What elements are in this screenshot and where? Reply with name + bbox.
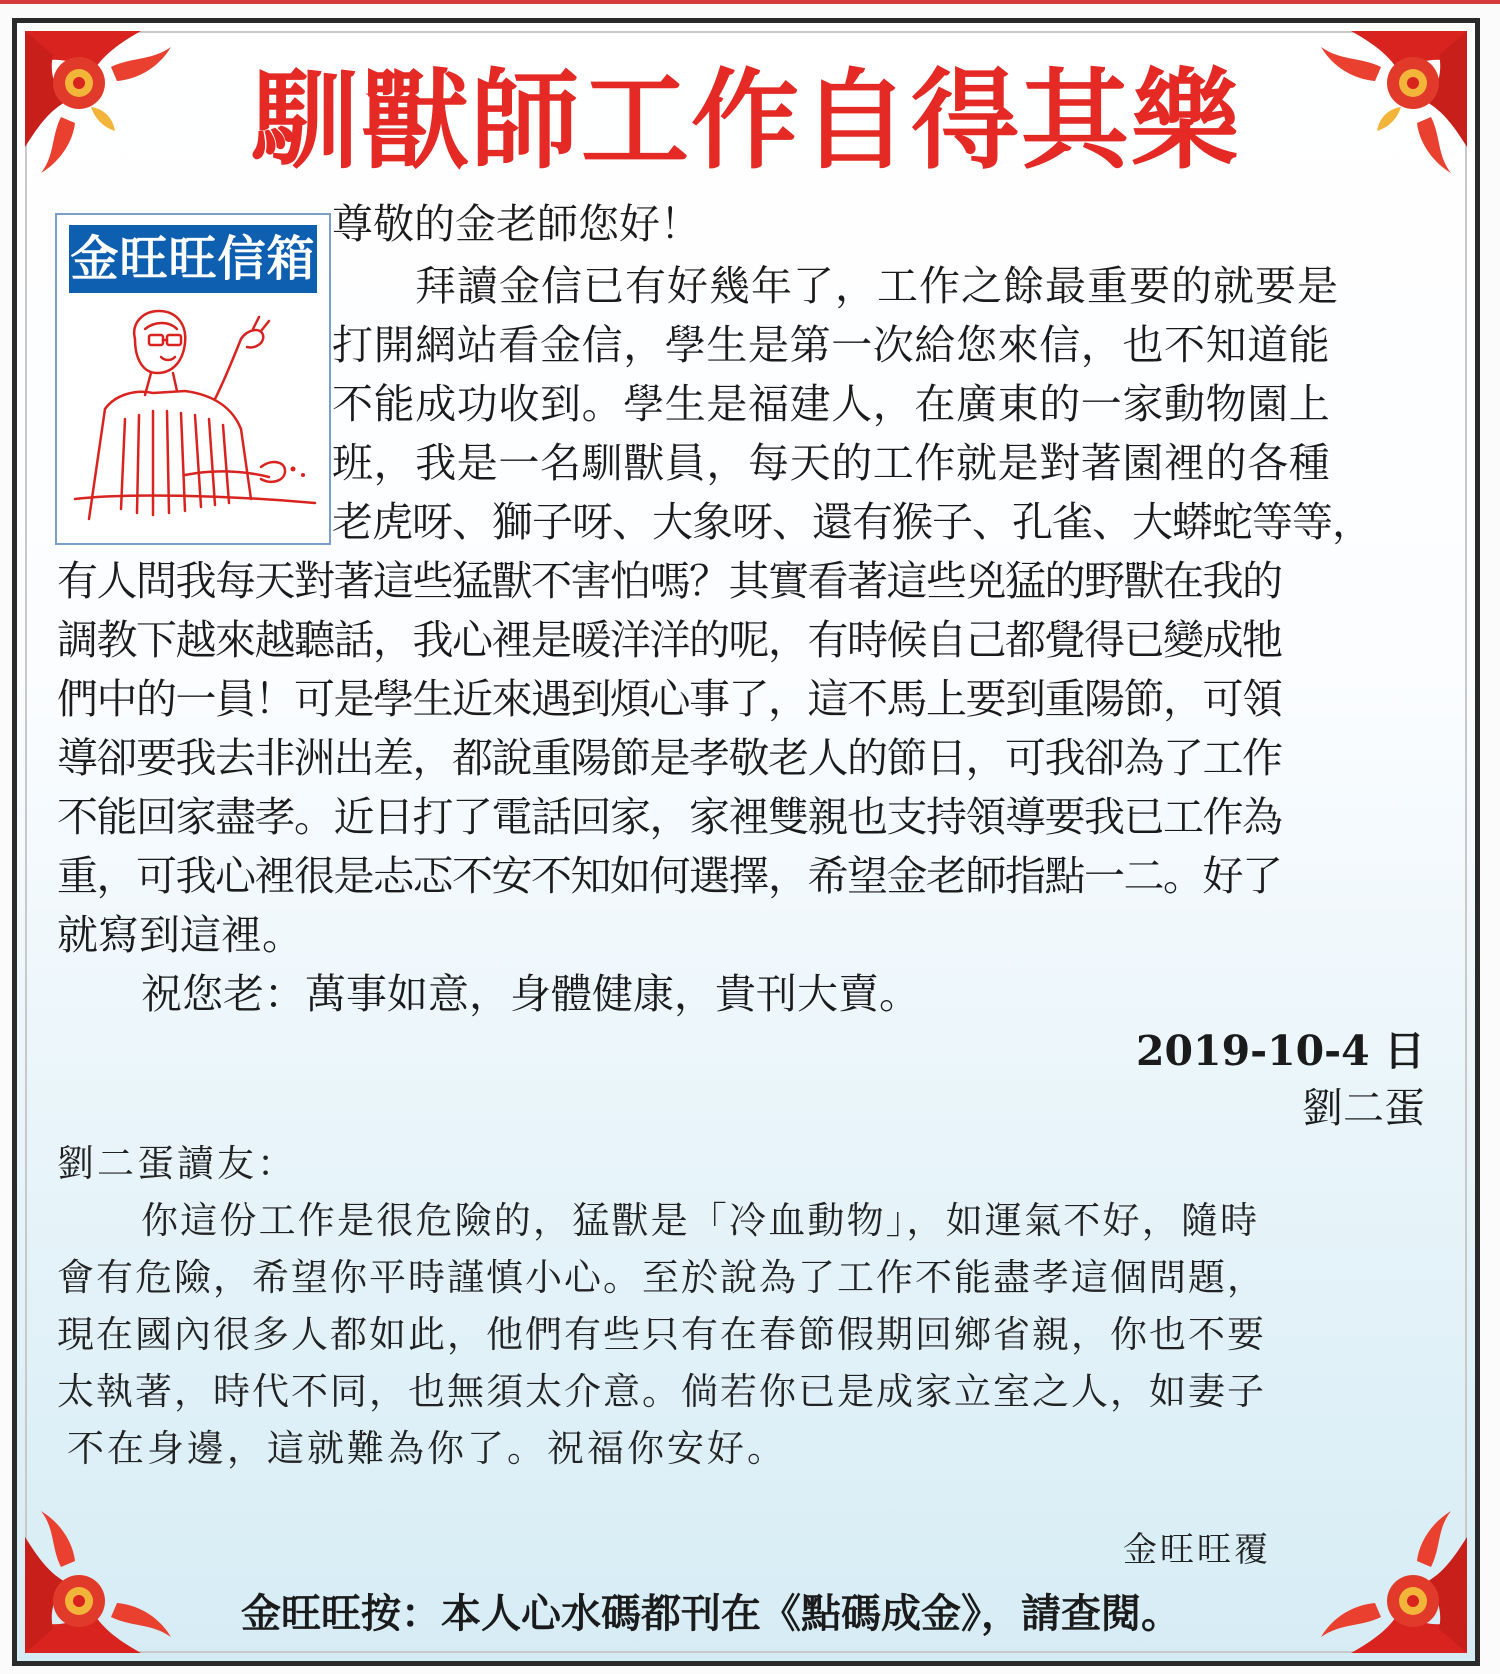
headline: 馴獸師工作自得其樂	[250, 58, 1241, 184]
letter-line: 導卻要我去非洲出差，都說重陽節是孝敬老人的節日，可我卻為了工作	[57, 734, 1282, 782]
reply-line: 現在國內很多人都如此，他們有些只有在春節假期回鄉省親，你也不要	[57, 1313, 1266, 1356]
letter-signature: 劉二蛋	[1302, 1084, 1425, 1132]
letter-line: 就寫到這裡。	[57, 911, 303, 959]
letter-line: 調教下越來越聽話，我心裡是暖洋洋的呢，有時候自己都覺得已變成牠	[57, 616, 1282, 664]
reply-signature: 金旺旺覆	[1123, 1530, 1271, 1570]
letter-line: 不能回家盡孝。近日打了電話回家，家裡雙親也支持領導要我已工作為	[57, 793, 1282, 841]
letter-greeting: 尊敬的金老師您好！	[332, 200, 701, 248]
letter-line: 們中的一員！可是學生近來遇到煩心事了，這不馬上要到重陽節，可領	[57, 675, 1282, 723]
reply-line: 你這份工作是很危險的，猛獸是「冷血動物」，如運氣不好，隨時	[141, 1199, 1260, 1242]
reply-salutation: 劉二蛋讀友：	[57, 1142, 297, 1185]
cartoon-man-pointing-icon	[65, 299, 323, 539]
column-logo-title: 金旺旺信箱	[69, 225, 317, 293]
letter-line: 打開網站看金信，學生是第一次給您來信，也不知道能	[332, 321, 1331, 369]
letter-line: 重，可我心裡很是忐忑不安不知如何選擇，希望金老師指點一二。好了	[57, 852, 1282, 900]
letter-line: 不能成功收到。學生是福建人，在廣東的一家動物園上	[332, 380, 1331, 428]
letter-line: 老虎呀、獅子呀、大象呀、還有猴子、孔雀、大蟒蛇等等，	[332, 498, 1372, 546]
letter-line: 班，我是一名馴獸員，每天的工作就是對著園裡的各種	[332, 439, 1331, 487]
letter-line: 有人問我每天對著這些猛獸不害怕嗎？其實看著這些兇猛的野獸在我的	[57, 557, 1282, 605]
reply-line: 太執著，時代不同，也無須太介意。倘若你已是成家立室之人，如妻子	[57, 1370, 1266, 1413]
footer-note: 金旺旺按：本人心水碼都刊在《點碼成金》，請查閱。	[241, 1591, 1181, 1637]
article-frame	[12, 18, 1480, 1666]
ornament-corner-icon	[1301, 1507, 1471, 1657]
letter-closing: 祝您老：萬事如意，身體健康，貴刊大賣。	[141, 970, 920, 1018]
letter-date: 2019-10-4 日	[1135, 1027, 1425, 1075]
column-logo	[55, 213, 331, 545]
reply-line: 不在身邊，這就難為你了。祝福你安好。	[67, 1427, 787, 1470]
letter-line: 拜讀金信已有好幾年了，工作之餘最重要的就要是	[415, 262, 1339, 310]
top-rule	[0, 0, 1500, 4]
reply-line: 會有危險，希望你平時謹慎小心。至於說為了工作不能盡孝這個問題，	[57, 1256, 1266, 1299]
ornament-corner-icon	[21, 1507, 191, 1657]
